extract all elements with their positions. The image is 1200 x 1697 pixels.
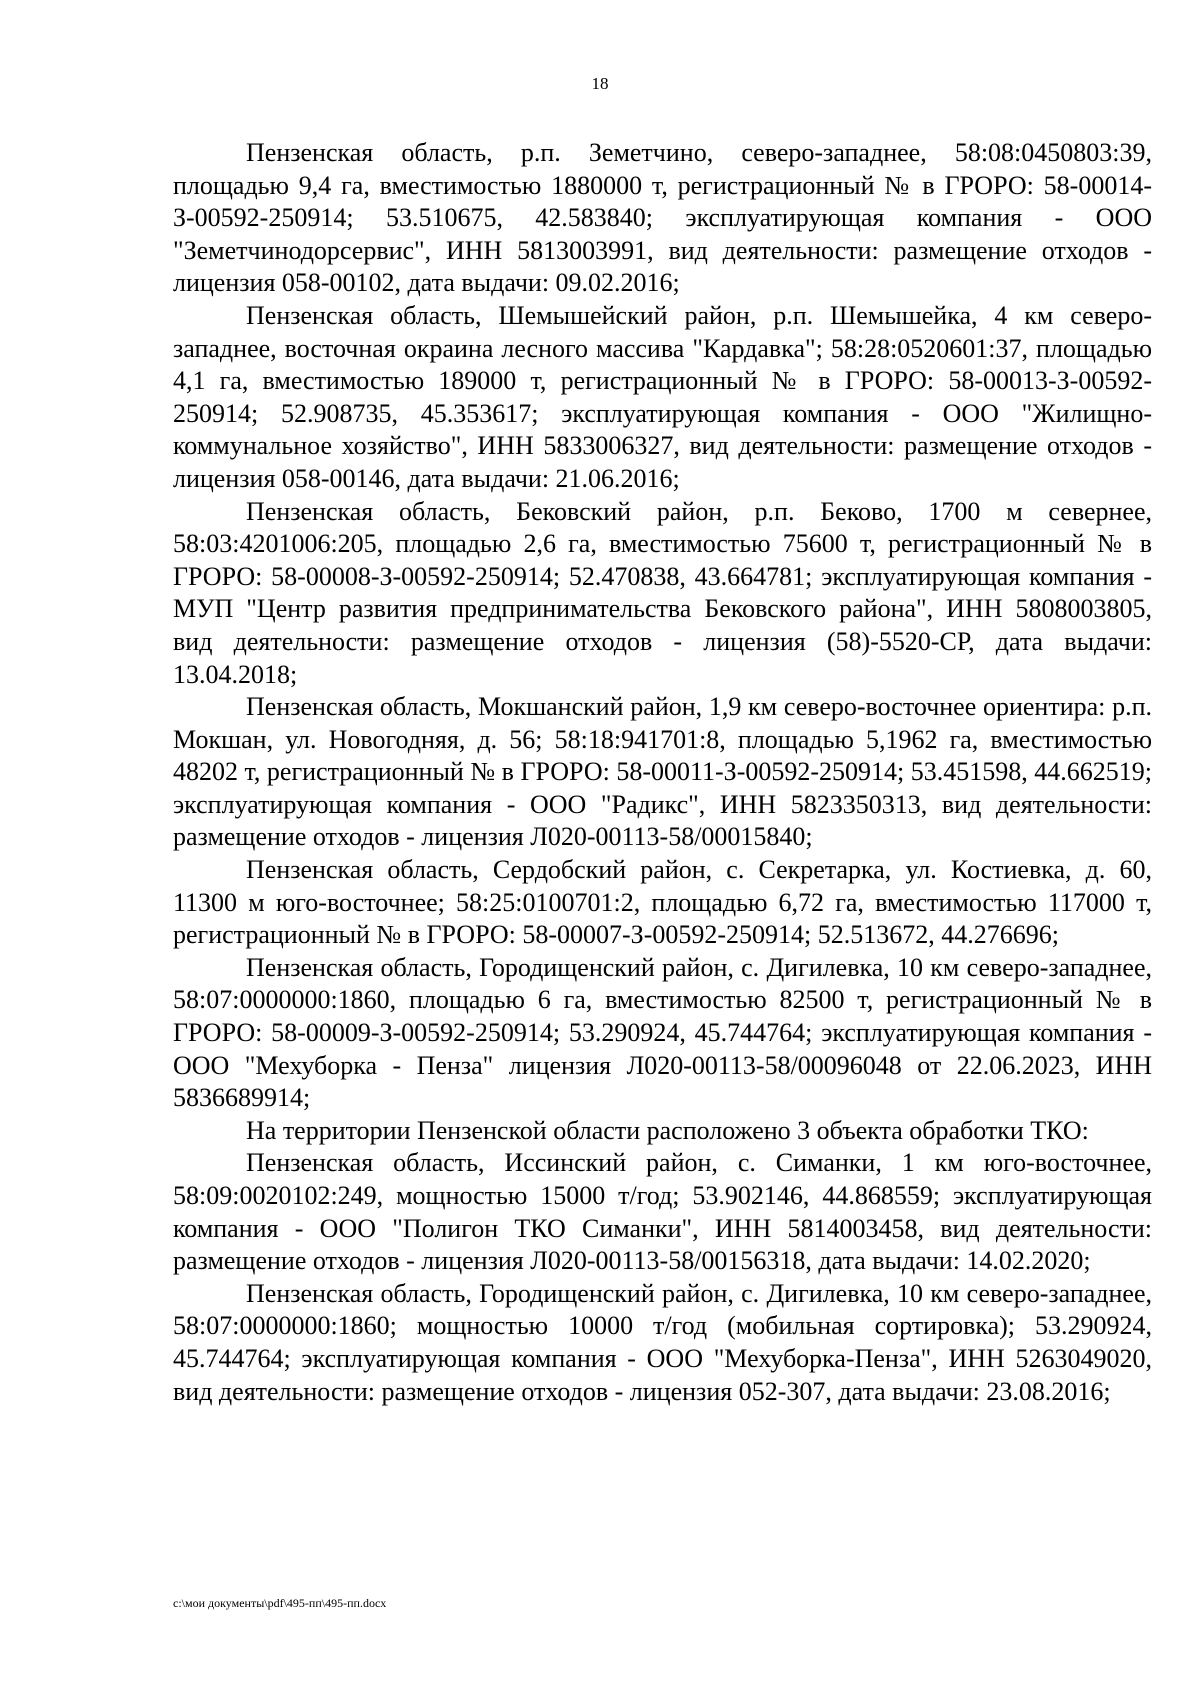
paragraph-bekovo-landfill: Пензенская область, Бековский район, р.п. Беково, 1700 м севернее, 58:03:4201006:205, площадью 2,6 га, вместимостью 75600 т, регистрационный № в ГРОРО: 58-00008-З-00592-250914; 52.470838, 43.664781; эксплуатирующая компания - МУП "Центр развития предпринимательства Бековского района", ИНН 5808003805, вид деятельности: размещение отходов - лицензия (58)-5520-СР, дата выдачи: 13.04.2018; <box>173 496 1152 689</box>
document-body <box>173 137 1152 1408</box>
paragraph-simanki-facility: Пензенская область, Иссинский район, с. Симанки, 1 км юго-восточнее, 58:09:0020102:249, мощностью 15000 т/год; 53.902146, 44.868559; эксплуатирующая компания - ООО "Полигон ТКО Симанки", ИНН 5814003458, вид деятельности: размещение отходов - лицензия Л020-00113-58/00156318, дата выдачи: 14.02.2020; <box>173 1148 1152 1276</box>
paragraph-digilevka-landfill: Пензенская область, Городищенский район, с. Дигилевка, 10 км северо-западнее, 58:07:0000000:1860, площадью 6 га, вместимостью 82500 т, регистрационный № в ГРОРО: 58-00009-З-00592-250914; 53.290924, 45.744764; эксплуатирующая компания - ООО "Мехуборка - Пенза" лицензия Л020-00113-58/00096048 от 22.06.2023, ИНН 5836689914; <box>173 952 1152 1113</box>
paragraph-digilevka-sorting-facility: Пензенская область, Городищенский район, с. Дигилевка, 10 км северо-западнее, 58:07:0000000:1860; мощностью 10000 т/год (мобильная сортировка); 53.290924, 45.744764; эксплуатирующая компания - ООО "Мехуборка-Пенза", ИНН 5263049020, вид деятельности: размещение отходов - лицензия 052-307, дата выдачи: 23.08.2016; <box>173 1278 1152 1406</box>
paragraph-shemysheyka-landfill: Пензенская область, Шемышейский район, р.п. Шемышейка, 4 км северо-западнее, восточная окраина лесного массива "Кардавка"; 58:28:0520601:37, площадью 4,1 га, вместимостью 189000 т, регистрационный № в ГРОРО: 58-00013-З-00592-250914; 52.908735, 45.353617; эксплуатирующая компания - ООО "Жилищно-коммунальное хозяйство", ИНН 5833006327, вид деятельности: размещение отходов - лицензия 058-00146, дата выдачи: 21.06.2016; <box>173 300 1152 493</box>
paragraph-mokshan-landfill: Пензенская область, Мокшанский район, 1,9 км северо-восточнее ориентира: р.п. Мокшан, ул. Новогодняя, д. 56; 58:18:941701:8, площадью 5,1962 га, вместимостью 48202 т, регистрационный № в ГРОРО: 58-00011-З-00592-250914; 53.451598, 44.662519; эксплуатирующая компания - ООО "Радикс", ИНН 5823350313, вид деятельности: размещение отходов - лицензия Л020-00113-58/00015840; <box>173 692 1152 852</box>
paragraph-zemetchino-landfill: Пензенская область, р.п. Земетчино, северо-западнее, 58:08:0450803:39, площадью 9,4 га, вместимостью 1880000 т, регистрационный № в ГРОРО: 58-00014-З-00592-250914; 53.510675, 42.583840; эксплуатирующая компания - ООО "Земетчинодорсервис", ИНН 5813003991, вид деятельности: размещение отходов - лицензия 058-00102, дата выдачи: 09.02.2016; <box>173 138 1152 298</box>
footer-file-path: c:\мои документы\pdf\495-пп\495-пп.docx <box>173 1596 387 1610</box>
paragraph-processing-facilities-heading: На территории Пензенской области расположено 3 объекта обработки ТКО: <box>246 1115 1089 1145</box>
page-number: 18 <box>591 74 609 93</box>
paragraph-sekretarka-landfill: Пензенская область, Сердобский район, с. Секретарка, ул. Костиевка, д. 60, 11300 м юго-восточнее; 58:25:0100701:2, площадью 6,72 га, вместимостью 117000 т, регистрационный № в ГРОРО: 58-00007-З-00592-250914; 52.513672, 44.276696; <box>173 855 1152 950</box>
